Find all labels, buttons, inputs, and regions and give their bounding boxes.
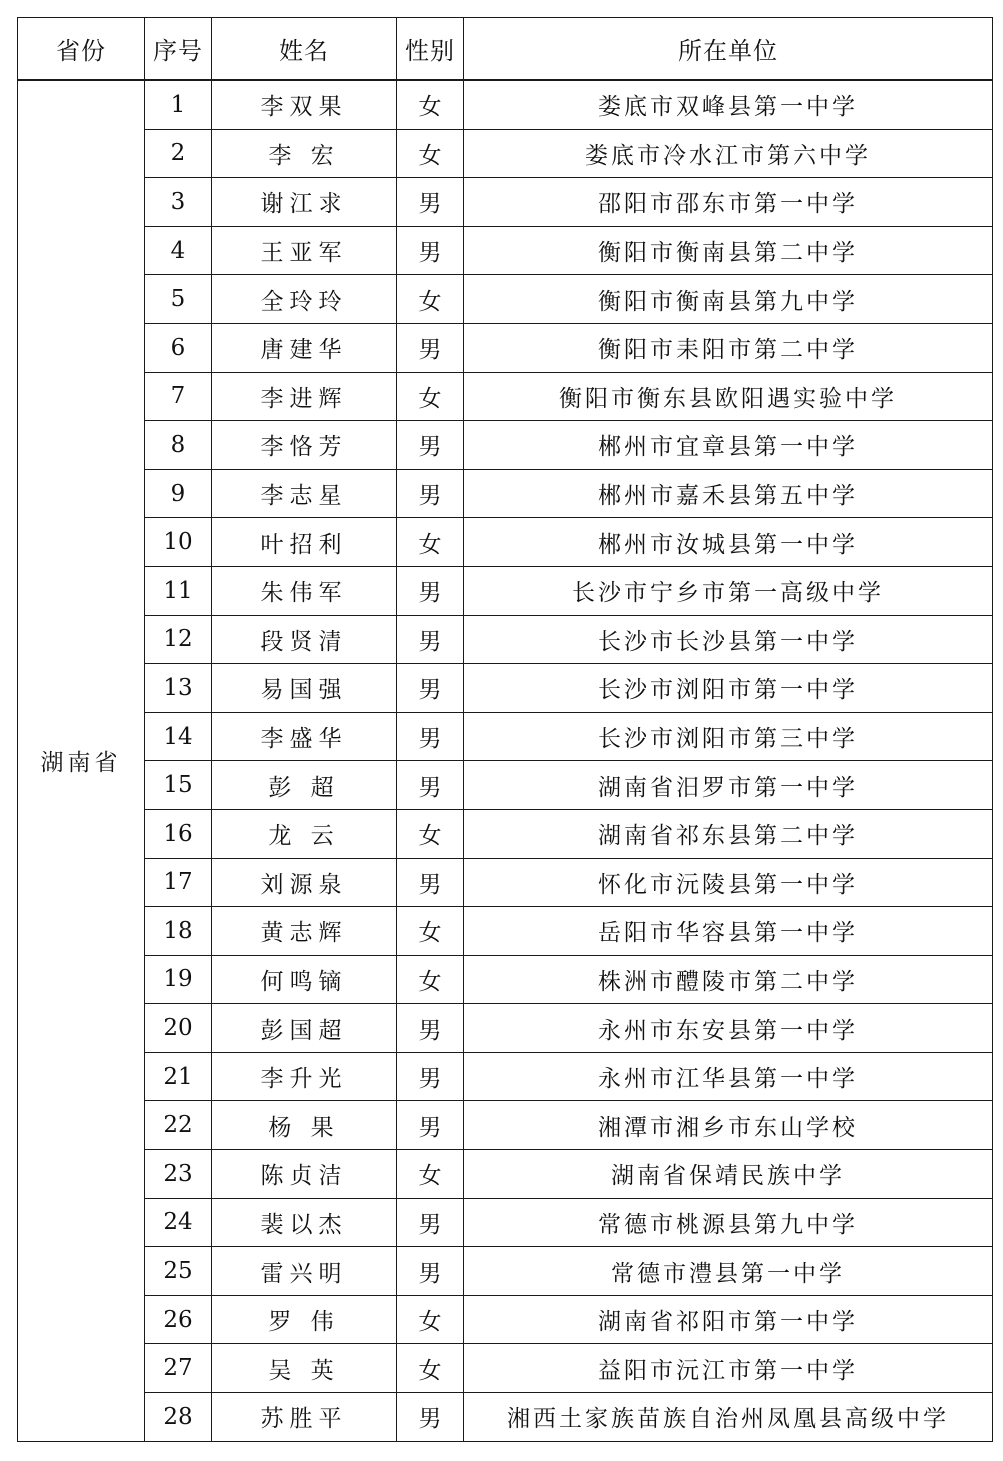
name-cell: 陈贞洁 [212,1150,397,1199]
table-row [18,858,993,907]
gender-cell: 女 [397,129,464,178]
header-seq: 序号 [145,18,212,81]
seq-cell: 22 [145,1101,212,1150]
unit-cell: 益阳市沅江市第一中学 [464,1344,993,1393]
seq-cell: 17 [145,858,212,907]
table-row [18,1247,993,1296]
unit-cell: 湖南省保靖民族中学 [464,1150,993,1199]
table-row [18,1004,993,1053]
gender-cell: 女 [397,80,464,129]
table-row [18,1101,993,1150]
gender-cell: 男 [397,1101,464,1150]
gender-cell: 男 [397,1198,464,1247]
seq-cell: 14 [145,712,212,761]
table-row [18,80,993,129]
unit-cell: 娄底市冷水江市第六中学 [464,129,993,178]
unit-cell: 郴州市汝城县第一中学 [464,518,993,567]
name-cell: 李升光 [212,1052,397,1101]
name-cell: 李进辉 [212,372,397,421]
unit-cell: 长沙市浏阳市第一中学 [464,664,993,713]
gender-cell: 女 [397,809,464,858]
name-cell: 李盛华 [212,712,397,761]
table-row [18,226,993,275]
seq-cell: 12 [145,615,212,664]
unit-cell: 长沙市浏阳市第三中学 [464,712,993,761]
table-row [18,615,993,664]
name-cell: 杨 果 [212,1101,397,1150]
seq-cell: 9 [145,469,212,518]
name-cell: 苏胜平 [212,1393,397,1442]
gender-cell: 男 [397,1247,464,1296]
gender-cell: 男 [397,712,464,761]
unit-cell: 永州市江华县第一中学 [464,1052,993,1101]
seq-cell: 3 [145,178,212,227]
seq-cell: 28 [145,1393,212,1442]
seq-cell: 21 [145,1052,212,1101]
name-cell: 罗 伟 [212,1295,397,1344]
header-province: 省份 [18,18,145,81]
name-cell: 段贤清 [212,615,397,664]
unit-cell: 长沙市长沙县第一中学 [464,615,993,664]
table-row [18,1344,993,1393]
name-cell: 刘源泉 [212,858,397,907]
name-cell: 李志星 [212,469,397,518]
table-row [18,566,993,615]
name-cell: 全玲玲 [212,275,397,324]
unit-cell: 衡阳市衡南县第二中学 [464,226,993,275]
table-row [18,761,993,810]
table-row [18,421,993,470]
seq-cell: 26 [145,1295,212,1344]
seq-cell: 25 [145,1247,212,1296]
gender-cell: 女 [397,1150,464,1199]
name-cell: 易国强 [212,664,397,713]
unit-cell: 长沙市宁乡市第一高级中学 [464,566,993,615]
name-cell: 雷兴明 [212,1247,397,1296]
header-name: 姓名 [212,18,397,81]
seq-cell: 4 [145,226,212,275]
gender-cell: 男 [397,226,464,275]
table-row [18,1393,993,1442]
name-cell: 李 宏 [212,129,397,178]
seq-cell: 19 [145,955,212,1004]
gender-cell: 男 [397,1393,464,1442]
name-cell: 李双果 [212,80,397,129]
unit-cell: 湖南省祁东县第二中学 [464,809,993,858]
unit-cell: 郴州市宜章县第一中学 [464,421,993,470]
seq-cell: 13 [145,664,212,713]
name-cell: 谢江求 [212,178,397,227]
table-row [18,809,993,858]
table-row [18,178,993,227]
gender-cell: 男 [397,1004,464,1053]
unit-cell: 怀化市沅陵县第一中学 [464,858,993,907]
roster-body [18,80,993,1441]
seq-cell: 24 [145,1198,212,1247]
gender-cell: 女 [397,907,464,956]
name-cell: 何鸣镝 [212,955,397,1004]
seq-cell: 8 [145,421,212,470]
unit-cell: 湘潭市湘乡市东山学校 [464,1101,993,1150]
table-row [18,1198,993,1247]
unit-cell: 常德市澧县第一中学 [464,1247,993,1296]
unit-cell: 衡阳市耒阳市第二中学 [464,323,993,372]
table-row [18,1150,993,1199]
gender-cell: 女 [397,275,464,324]
unit-cell: 衡阳市衡南县第九中学 [464,275,993,324]
name-cell: 唐建华 [212,323,397,372]
seq-cell: 23 [145,1150,212,1199]
unit-cell: 常德市桃源县第九中学 [464,1198,993,1247]
seq-cell: 5 [145,275,212,324]
name-cell: 彭 超 [212,761,397,810]
table-row [18,129,993,178]
table-row [18,469,993,518]
gender-cell: 男 [397,858,464,907]
seq-cell: 7 [145,372,212,421]
seq-cell: 27 [145,1344,212,1393]
gender-cell: 男 [397,664,464,713]
header-gender: 性别 [397,18,464,81]
seq-cell: 18 [145,907,212,956]
gender-cell: 男 [397,469,464,518]
seq-cell: 20 [145,1004,212,1053]
header-unit: 所在单位 [464,18,993,81]
name-cell: 朱伟军 [212,566,397,615]
gender-cell: 男 [397,323,464,372]
name-cell: 吴 英 [212,1344,397,1393]
seq-cell: 2 [145,129,212,178]
unit-cell: 邵阳市邵东市第一中学 [464,178,993,227]
name-cell: 彭国超 [212,1004,397,1053]
unit-cell: 娄底市双峰县第一中学 [464,80,993,129]
gender-cell: 女 [397,372,464,421]
table-row [18,1295,993,1344]
seq-cell: 15 [145,761,212,810]
unit-cell: 永州市东安县第一中学 [464,1004,993,1053]
gender-cell: 女 [397,1344,464,1393]
table-row [18,955,993,1004]
seq-cell: 1 [145,80,212,129]
gender-cell: 男 [397,178,464,227]
gender-cell: 女 [397,518,464,567]
gender-cell: 女 [397,955,464,1004]
roster-table [17,17,993,1442]
seq-cell: 11 [145,566,212,615]
unit-cell: 湖南省祁阳市第一中学 [464,1295,993,1344]
seq-cell: 16 [145,809,212,858]
unit-cell: 郴州市嘉禾县第五中学 [464,469,993,518]
gender-cell: 男 [397,1052,464,1101]
gender-cell: 男 [397,421,464,470]
name-cell: 裴以杰 [212,1198,397,1247]
gender-cell: 男 [397,615,464,664]
unit-cell: 湘西土家族苗族自治州凤凰县高级中学 [464,1393,993,1442]
name-cell: 叶招利 [212,518,397,567]
table-row [18,323,993,372]
table-row [18,372,993,421]
name-cell: 黄志辉 [212,907,397,956]
name-cell: 王亚军 [212,226,397,275]
gender-cell: 男 [397,761,464,810]
name-cell: 龙 云 [212,809,397,858]
table-row [18,664,993,713]
unit-cell: 衡阳市衡东县欧阳遇实验中学 [464,372,993,421]
province-cell: 湖南省 [18,80,145,1441]
table-row [18,1052,993,1101]
unit-cell: 岳阳市华容县第一中学 [464,907,993,956]
header-row [18,18,993,81]
unit-cell: 株洲市醴陵市第二中学 [464,955,993,1004]
table-row [18,712,993,761]
seq-cell: 10 [145,518,212,567]
gender-cell: 女 [397,1295,464,1344]
table-row [18,518,993,567]
table-row [18,275,993,324]
table-row [18,907,993,956]
seq-cell: 6 [145,323,212,372]
gender-cell: 男 [397,566,464,615]
unit-cell: 湖南省汨罗市第一中学 [464,761,993,810]
name-cell: 李恪芳 [212,421,397,470]
